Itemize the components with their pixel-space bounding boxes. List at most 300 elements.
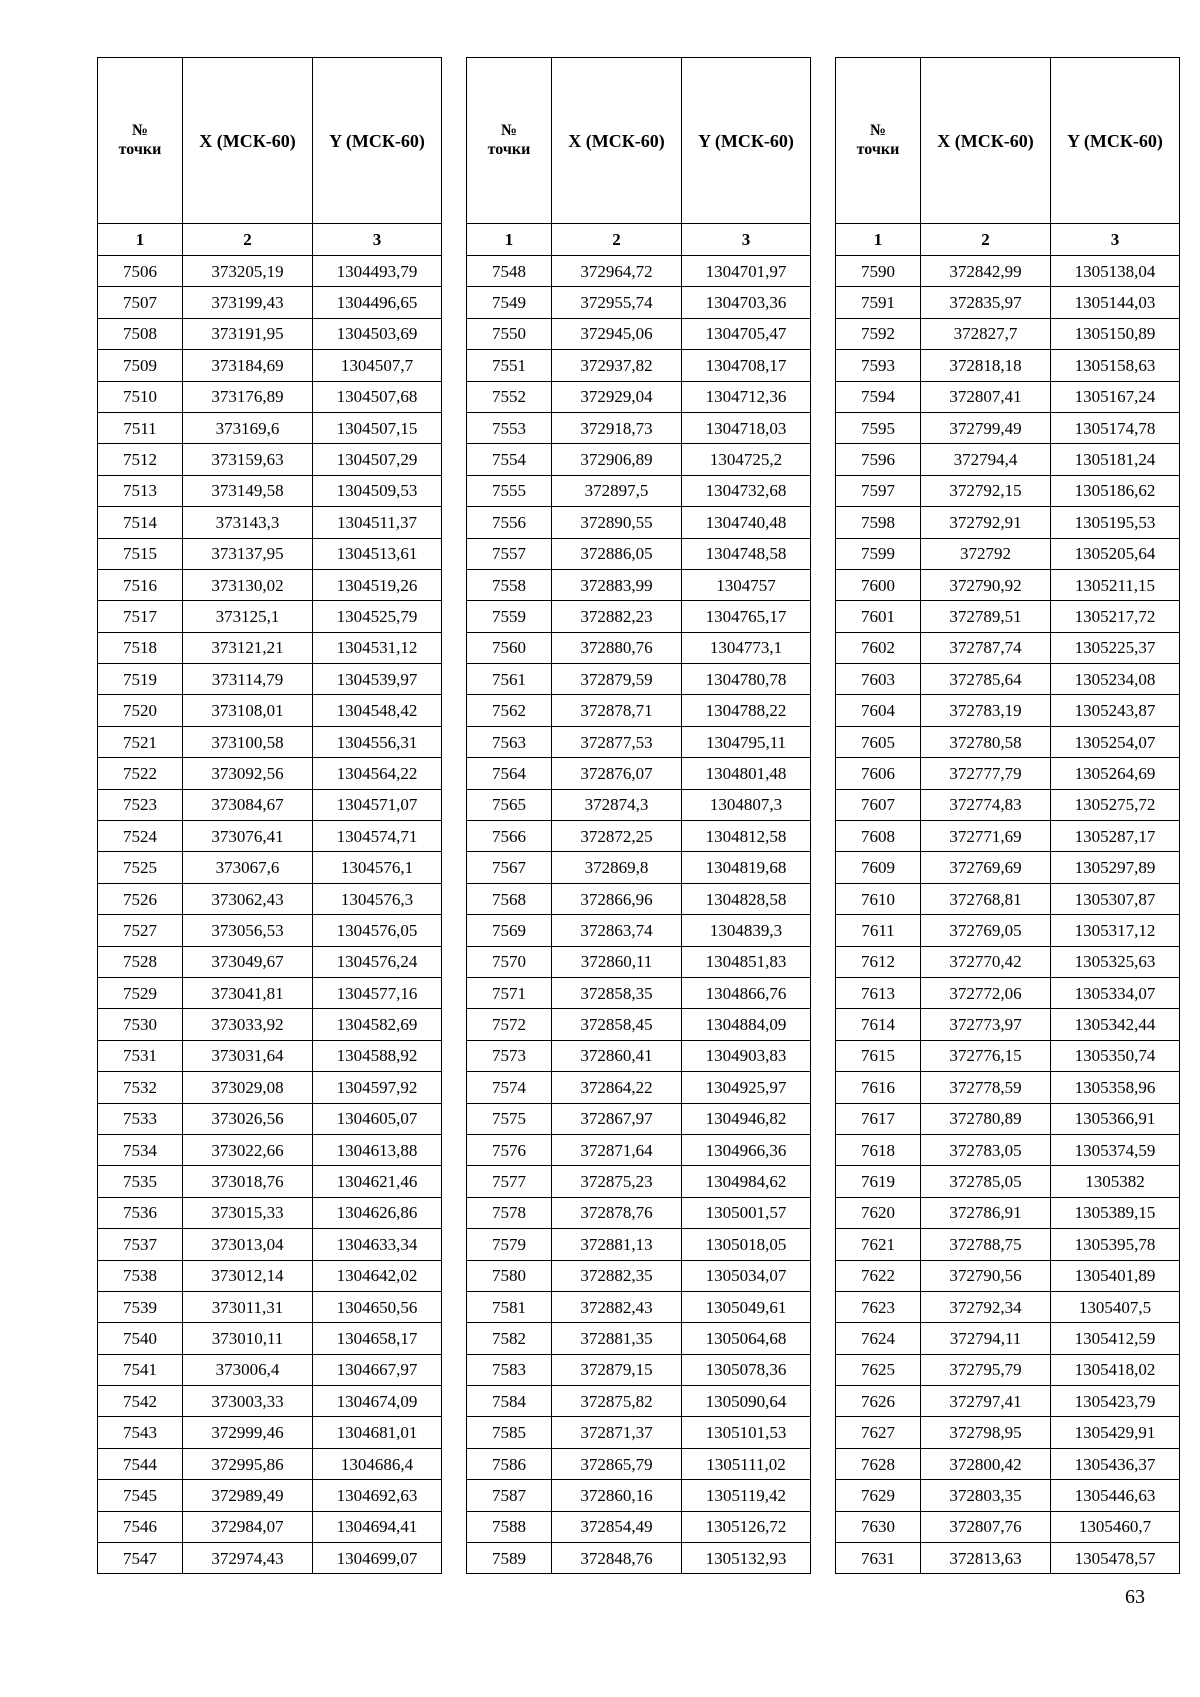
point-number-cell: 7547 xyxy=(98,1543,183,1574)
table-row xyxy=(98,1040,442,1071)
table-row xyxy=(467,475,811,506)
x-coordinate-cell: 372929,04 xyxy=(552,381,682,412)
point-number-cell: 7509 xyxy=(98,350,183,381)
x-coordinate-cell: 373184,69 xyxy=(183,350,313,381)
point-number-cell: 7579 xyxy=(467,1229,552,1260)
header-x: X (МСК-60) xyxy=(921,58,1051,224)
table-row xyxy=(836,1197,1180,1228)
table-row xyxy=(836,412,1180,443)
y-coordinate-cell: 1304925,97 xyxy=(682,1072,811,1103)
table-row xyxy=(98,1134,442,1165)
header-y: Y (МСК-60) xyxy=(1051,58,1180,224)
point-number-cell: 7591 xyxy=(836,287,921,318)
y-coordinate-cell: 1304621,46 xyxy=(313,1166,442,1197)
y-coordinate-cell: 1304576,1 xyxy=(313,852,442,883)
x-coordinate-cell: 373026,56 xyxy=(183,1103,313,1134)
table-row xyxy=(467,1354,811,1385)
x-coordinate-cell: 373006,4 xyxy=(183,1354,313,1385)
point-number-cell: 7627 xyxy=(836,1417,921,1448)
x-coordinate-cell: 372807,76 xyxy=(921,1511,1051,1542)
table-row xyxy=(836,1072,1180,1103)
point-number-cell: 7575 xyxy=(467,1103,552,1134)
x-coordinate-cell: 372807,41 xyxy=(921,381,1051,412)
table-row xyxy=(98,318,442,349)
point-number-cell: 7548 xyxy=(467,256,552,287)
point-number-cell: 7626 xyxy=(836,1386,921,1417)
x-coordinate-cell: 372865,79 xyxy=(552,1448,682,1479)
table-row xyxy=(836,821,1180,852)
point-number-cell: 7589 xyxy=(467,1543,552,1574)
table-row xyxy=(836,726,1180,757)
point-number-cell: 7580 xyxy=(467,1260,552,1291)
table-row xyxy=(98,1103,442,1134)
table-row xyxy=(467,726,811,757)
x-coordinate-cell: 372783,05 xyxy=(921,1134,1051,1165)
point-number-cell: 7578 xyxy=(467,1197,552,1228)
table-row xyxy=(467,256,811,287)
point-number-cell: 7522 xyxy=(98,758,183,789)
point-number-cell: 7617 xyxy=(836,1103,921,1134)
table-row xyxy=(98,538,442,569)
x-coordinate-cell: 373018,76 xyxy=(183,1166,313,1197)
y-coordinate-cell: 1304511,37 xyxy=(313,507,442,538)
point-number-cell: 7629 xyxy=(836,1480,921,1511)
point-number-cell: 7511 xyxy=(98,412,183,443)
table-row xyxy=(98,1291,442,1322)
x-coordinate-cell: 373029,08 xyxy=(183,1072,313,1103)
point-number-cell: 7551 xyxy=(467,350,552,381)
point-number-cell: 7544 xyxy=(98,1448,183,1479)
point-number-cell: 7609 xyxy=(836,852,921,883)
y-coordinate-cell: 1304732,68 xyxy=(682,475,811,506)
table-row xyxy=(467,601,811,632)
x-coordinate-cell: 372799,49 xyxy=(921,412,1051,443)
point-number-cell: 7631 xyxy=(836,1543,921,1574)
x-coordinate-cell: 373022,66 xyxy=(183,1134,313,1165)
y-coordinate-cell: 1305423,79 xyxy=(1051,1386,1180,1417)
x-coordinate-cell: 372882,23 xyxy=(552,601,682,632)
point-number-cell: 7536 xyxy=(98,1197,183,1228)
point-number-cell: 7603 xyxy=(836,664,921,695)
table-row xyxy=(836,695,1180,726)
point-number-cell: 7517 xyxy=(98,601,183,632)
point-number-cell: 7564 xyxy=(467,758,552,789)
x-coordinate-cell: 372876,07 xyxy=(552,758,682,789)
table-row xyxy=(98,601,442,632)
header-point-number: № точки xyxy=(98,58,183,224)
point-number-cell: 7543 xyxy=(98,1417,183,1448)
x-coordinate-cell: 373041,81 xyxy=(183,977,313,1008)
table-row xyxy=(836,852,1180,883)
y-coordinate-cell: 1304839,3 xyxy=(682,915,811,946)
table-row xyxy=(836,1543,1180,1574)
point-number-cell: 7512 xyxy=(98,444,183,475)
x-coordinate-cell: 372783,19 xyxy=(921,695,1051,726)
table-row xyxy=(836,1448,1180,1479)
table-row xyxy=(467,1134,811,1165)
x-coordinate-cell: 372795,79 xyxy=(921,1354,1051,1385)
y-coordinate-cell: 1305297,89 xyxy=(1051,852,1180,883)
x-coordinate-cell: 372842,99 xyxy=(921,256,1051,287)
x-coordinate-cell: 372869,8 xyxy=(552,852,682,883)
y-coordinate-cell: 1305401,89 xyxy=(1051,1260,1180,1291)
column-index-row xyxy=(98,224,442,256)
table-row xyxy=(467,1260,811,1291)
x-coordinate-cell: 372835,97 xyxy=(921,287,1051,318)
x-coordinate-cell: 373056,53 xyxy=(183,915,313,946)
table-row xyxy=(98,1197,442,1228)
x-coordinate-cell: 373010,11 xyxy=(183,1323,313,1354)
x-coordinate-cell: 372881,35 xyxy=(552,1323,682,1354)
point-number-cell: 7545 xyxy=(98,1480,183,1511)
point-number-cell: 7616 xyxy=(836,1072,921,1103)
table-row xyxy=(98,695,442,726)
table-row xyxy=(98,1448,442,1479)
point-number-cell: 7566 xyxy=(467,821,552,852)
table-row xyxy=(467,350,811,381)
y-coordinate-cell: 1304674,09 xyxy=(313,1386,442,1417)
y-coordinate-cell: 1304525,79 xyxy=(313,601,442,632)
y-coordinate-cell: 1304828,58 xyxy=(682,883,811,914)
table-row xyxy=(836,1134,1180,1165)
table-row xyxy=(98,946,442,977)
table-body xyxy=(467,256,811,1574)
table-row xyxy=(98,1417,442,1448)
point-number-cell: 7584 xyxy=(467,1386,552,1417)
y-coordinate-cell: 1305111,02 xyxy=(682,1448,811,1479)
point-number-cell: 7513 xyxy=(98,475,183,506)
table-row xyxy=(467,664,811,695)
table-row xyxy=(467,1448,811,1479)
x-coordinate-cell: 372886,05 xyxy=(552,538,682,569)
x-coordinate-cell: 373012,14 xyxy=(183,1260,313,1291)
coordinates-table-2 xyxy=(466,57,811,1574)
y-coordinate-cell: 1305034,07 xyxy=(682,1260,811,1291)
table-header-row xyxy=(98,58,442,224)
x-coordinate-cell: 373011,31 xyxy=(183,1291,313,1322)
point-number-cell: 7594 xyxy=(836,381,921,412)
point-number-cell: 7549 xyxy=(467,287,552,318)
y-coordinate-cell: 1304576,24 xyxy=(313,946,442,977)
point-number-cell: 7556 xyxy=(467,507,552,538)
point-number-cell: 7530 xyxy=(98,1009,183,1040)
point-number-cell: 7606 xyxy=(836,758,921,789)
point-number-cell: 7552 xyxy=(467,381,552,412)
y-coordinate-cell: 1304740,48 xyxy=(682,507,811,538)
x-coordinate-cell: 372867,97 xyxy=(552,1103,682,1134)
y-coordinate-cell: 1305395,78 xyxy=(1051,1229,1180,1260)
x-coordinate-cell: 372918,73 xyxy=(552,412,682,443)
y-coordinate-cell: 1305287,17 xyxy=(1051,821,1180,852)
table-row xyxy=(98,256,442,287)
x-coordinate-cell: 373092,56 xyxy=(183,758,313,789)
x-coordinate-cell: 372789,51 xyxy=(921,601,1051,632)
y-coordinate-cell: 1305275,72 xyxy=(1051,789,1180,820)
y-coordinate-cell: 1305436,37 xyxy=(1051,1448,1180,1479)
x-coordinate-cell: 373084,67 xyxy=(183,789,313,820)
x-coordinate-cell: 372875,23 xyxy=(552,1166,682,1197)
x-coordinate-cell: 373130,02 xyxy=(183,569,313,600)
header-y: Y (МСК-60) xyxy=(313,58,442,224)
x-coordinate-cell: 372798,95 xyxy=(921,1417,1051,1448)
point-number-cell: 7533 xyxy=(98,1103,183,1134)
table-row xyxy=(467,1197,811,1228)
point-number-cell: 7630 xyxy=(836,1511,921,1542)
x-coordinate-cell: 372788,75 xyxy=(921,1229,1051,1260)
point-number-cell: 7519 xyxy=(98,664,183,695)
x-coordinate-cell: 373067,6 xyxy=(183,852,313,883)
coordinates-table-1 xyxy=(97,57,442,1574)
point-number-cell: 7521 xyxy=(98,726,183,757)
x-coordinate-cell: 373149,58 xyxy=(183,475,313,506)
point-number-cell: 7514 xyxy=(98,507,183,538)
x-coordinate-cell: 372785,05 xyxy=(921,1166,1051,1197)
point-number-cell: 7563 xyxy=(467,726,552,757)
x-coordinate-cell: 372792,15 xyxy=(921,475,1051,506)
point-number-cell: 7588 xyxy=(467,1511,552,1542)
y-coordinate-cell: 1304597,92 xyxy=(313,1072,442,1103)
point-number-cell: 7562 xyxy=(467,695,552,726)
y-coordinate-cell: 1305317,12 xyxy=(1051,915,1180,946)
table-row xyxy=(98,632,442,663)
table-row xyxy=(467,287,811,318)
table-row xyxy=(98,789,442,820)
table-row xyxy=(98,883,442,914)
table-row xyxy=(98,444,442,475)
table-row xyxy=(98,1354,442,1385)
x-coordinate-cell: 372883,99 xyxy=(552,569,682,600)
x-coordinate-cell: 372882,35 xyxy=(552,1260,682,1291)
x-coordinate-cell: 373062,43 xyxy=(183,883,313,914)
x-coordinate-cell: 372881,13 xyxy=(552,1229,682,1260)
x-coordinate-cell: 372768,81 xyxy=(921,883,1051,914)
column-index-row xyxy=(467,224,811,256)
point-number-cell: 7621 xyxy=(836,1229,921,1260)
x-coordinate-cell: 372906,89 xyxy=(552,444,682,475)
x-coordinate-cell: 372999,46 xyxy=(183,1417,313,1448)
y-coordinate-cell: 1304946,82 xyxy=(682,1103,811,1134)
table-row xyxy=(98,381,442,412)
x-coordinate-cell: 372787,74 xyxy=(921,632,1051,663)
x-coordinate-cell: 372984,07 xyxy=(183,1511,313,1542)
x-coordinate-cell: 372797,41 xyxy=(921,1386,1051,1417)
y-coordinate-cell: 1304819,68 xyxy=(682,852,811,883)
table-row xyxy=(98,1511,442,1542)
x-coordinate-cell: 372878,71 xyxy=(552,695,682,726)
x-coordinate-cell: 372860,16 xyxy=(552,1480,682,1511)
table-row xyxy=(836,758,1180,789)
x-coordinate-cell: 372780,89 xyxy=(921,1103,1051,1134)
point-number-cell: 7561 xyxy=(467,664,552,695)
x-coordinate-cell: 372945,06 xyxy=(552,318,682,349)
y-coordinate-cell: 1304493,79 xyxy=(313,256,442,287)
y-coordinate-cell: 1304812,58 xyxy=(682,821,811,852)
y-coordinate-cell: 1304712,36 xyxy=(682,381,811,412)
point-number-cell: 7582 xyxy=(467,1323,552,1354)
y-coordinate-cell: 1304571,07 xyxy=(313,789,442,820)
y-coordinate-cell: 1305090,64 xyxy=(682,1386,811,1417)
y-coordinate-cell: 1305342,44 xyxy=(1051,1009,1180,1040)
table-row xyxy=(98,475,442,506)
table-row xyxy=(98,726,442,757)
y-coordinate-cell: 1304574,71 xyxy=(313,821,442,852)
point-number-cell: 7607 xyxy=(836,789,921,820)
x-coordinate-cell: 373013,04 xyxy=(183,1229,313,1260)
y-coordinate-cell: 1304539,97 xyxy=(313,664,442,695)
table-row xyxy=(836,1040,1180,1071)
y-coordinate-cell: 1304681,01 xyxy=(313,1417,442,1448)
point-number-cell: 7565 xyxy=(467,789,552,820)
y-coordinate-cell: 1304703,36 xyxy=(682,287,811,318)
table-row xyxy=(98,412,442,443)
table-row xyxy=(836,664,1180,695)
y-coordinate-cell: 1305101,53 xyxy=(682,1417,811,1448)
x-coordinate-cell: 372785,64 xyxy=(921,664,1051,695)
table-row xyxy=(467,1040,811,1071)
x-coordinate-cell: 372813,63 xyxy=(921,1543,1051,1574)
point-number-cell: 7602 xyxy=(836,632,921,663)
x-coordinate-cell: 372890,55 xyxy=(552,507,682,538)
table-row xyxy=(836,1009,1180,1040)
x-coordinate-cell: 372818,18 xyxy=(921,350,1051,381)
point-number-cell: 7574 xyxy=(467,1072,552,1103)
table-row xyxy=(98,1543,442,1574)
y-coordinate-cell: 1304705,47 xyxy=(682,318,811,349)
y-coordinate-cell: 1305018,05 xyxy=(682,1229,811,1260)
point-number-cell: 7546 xyxy=(98,1511,183,1542)
y-coordinate-cell: 1305407,5 xyxy=(1051,1291,1180,1322)
x-coordinate-cell: 372776,15 xyxy=(921,1040,1051,1071)
y-coordinate-cell: 1305225,37 xyxy=(1051,632,1180,663)
table-row xyxy=(467,1166,811,1197)
y-coordinate-cell: 1304650,56 xyxy=(313,1291,442,1322)
table-row xyxy=(467,507,811,538)
point-number-cell: 7586 xyxy=(467,1448,552,1479)
y-coordinate-cell: 1305119,42 xyxy=(682,1480,811,1511)
point-number-cell: 7628 xyxy=(836,1448,921,1479)
y-coordinate-cell: 1304686,4 xyxy=(313,1448,442,1479)
x-coordinate-cell: 372878,76 xyxy=(552,1197,682,1228)
table-row xyxy=(836,601,1180,632)
x-coordinate-cell: 372800,42 xyxy=(921,1448,1051,1479)
table-row xyxy=(98,350,442,381)
table-row xyxy=(836,1354,1180,1385)
table-row xyxy=(836,287,1180,318)
table-row xyxy=(836,1417,1180,1448)
x-coordinate-cell: 372871,64 xyxy=(552,1134,682,1165)
point-number-cell: 7570 xyxy=(467,946,552,977)
page-number: 63 xyxy=(1125,1586,1145,1608)
x-coordinate-cell: 372879,59 xyxy=(552,664,682,695)
table-body xyxy=(98,256,442,1574)
y-coordinate-cell: 1304519,26 xyxy=(313,569,442,600)
table-row xyxy=(467,1543,811,1574)
table-row xyxy=(467,821,811,852)
y-coordinate-cell: 1305307,87 xyxy=(1051,883,1180,914)
y-coordinate-cell: 1305366,91 xyxy=(1051,1103,1180,1134)
y-coordinate-cell: 1305167,24 xyxy=(1051,381,1180,412)
point-number-cell: 7611 xyxy=(836,915,921,946)
x-coordinate-cell: 372955,74 xyxy=(552,287,682,318)
point-number-cell: 7599 xyxy=(836,538,921,569)
x-coordinate-cell: 372871,37 xyxy=(552,1417,682,1448)
table-row xyxy=(467,412,811,443)
y-coordinate-cell: 1305429,91 xyxy=(1051,1417,1180,1448)
point-number-cell: 7507 xyxy=(98,287,183,318)
point-number-cell: 7506 xyxy=(98,256,183,287)
table-row xyxy=(467,1072,811,1103)
y-coordinate-cell: 1305001,57 xyxy=(682,1197,811,1228)
x-coordinate-cell: 372790,56 xyxy=(921,1260,1051,1291)
header-y: Y (МСК-60) xyxy=(682,58,811,224)
x-coordinate-cell: 372790,92 xyxy=(921,569,1051,600)
coordinates-table-3 xyxy=(835,57,1180,1574)
y-coordinate-cell: 1304748,58 xyxy=(682,538,811,569)
column-index-3: 3 xyxy=(313,224,442,256)
point-number-cell: 7541 xyxy=(98,1354,183,1385)
column-index-1: 1 xyxy=(467,224,552,256)
y-coordinate-cell: 1305150,89 xyxy=(1051,318,1180,349)
point-number-cell: 7557 xyxy=(467,538,552,569)
table-row xyxy=(467,1009,811,1040)
table-row xyxy=(98,1386,442,1417)
point-number-cell: 7619 xyxy=(836,1166,921,1197)
table-row xyxy=(836,1229,1180,1260)
y-coordinate-cell: 1304626,86 xyxy=(313,1197,442,1228)
table-row xyxy=(836,350,1180,381)
y-coordinate-cell: 1305389,15 xyxy=(1051,1197,1180,1228)
point-number-cell: 7604 xyxy=(836,695,921,726)
x-coordinate-cell: 372792,91 xyxy=(921,507,1051,538)
table-row xyxy=(467,883,811,914)
y-coordinate-cell: 1304548,42 xyxy=(313,695,442,726)
point-number-cell: 7605 xyxy=(836,726,921,757)
table-row xyxy=(836,444,1180,475)
table-row xyxy=(467,1323,811,1354)
x-coordinate-cell: 372879,15 xyxy=(552,1354,682,1385)
y-coordinate-cell: 1305412,59 xyxy=(1051,1323,1180,1354)
table-row xyxy=(836,538,1180,569)
x-coordinate-cell: 372989,49 xyxy=(183,1480,313,1511)
y-coordinate-cell: 1304866,76 xyxy=(682,977,811,1008)
y-coordinate-cell: 1305382 xyxy=(1051,1166,1180,1197)
point-number-cell: 7576 xyxy=(467,1134,552,1165)
x-coordinate-cell: 372772,06 xyxy=(921,977,1051,1008)
column-index-3: 3 xyxy=(682,224,811,256)
x-coordinate-cell: 372882,43 xyxy=(552,1291,682,1322)
point-number-cell: 7531 xyxy=(98,1040,183,1071)
x-coordinate-cell: 372858,35 xyxy=(552,977,682,1008)
point-number-cell: 7528 xyxy=(98,946,183,977)
table-row xyxy=(467,789,811,820)
table-row xyxy=(836,1103,1180,1134)
y-coordinate-cell: 1305205,64 xyxy=(1051,538,1180,569)
point-number-cell: 7596 xyxy=(836,444,921,475)
point-number-cell: 7623 xyxy=(836,1291,921,1322)
point-number-cell: 7598 xyxy=(836,507,921,538)
y-coordinate-cell: 1305264,69 xyxy=(1051,758,1180,789)
y-coordinate-cell: 1304807,3 xyxy=(682,789,811,820)
x-coordinate-cell: 372854,49 xyxy=(552,1511,682,1542)
point-number-cell: 7515 xyxy=(98,538,183,569)
y-coordinate-cell: 1304718,03 xyxy=(682,412,811,443)
table-row xyxy=(98,1323,442,1354)
x-coordinate-cell: 372864,22 xyxy=(552,1072,682,1103)
y-coordinate-cell: 1304884,09 xyxy=(682,1009,811,1040)
x-coordinate-cell: 372874,3 xyxy=(552,789,682,820)
column-index-1: 1 xyxy=(836,224,921,256)
y-coordinate-cell: 1304984,62 xyxy=(682,1166,811,1197)
